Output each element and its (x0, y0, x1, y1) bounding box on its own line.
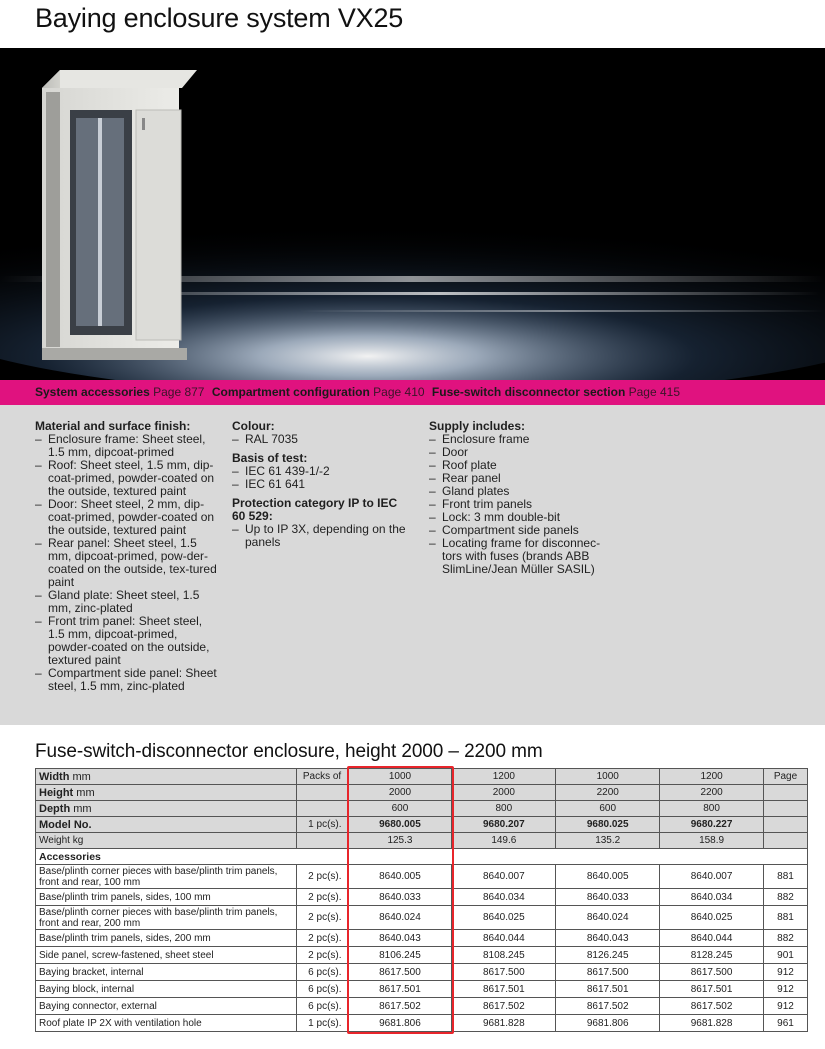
product-table (35, 768, 808, 1032)
accessory-row (36, 906, 808, 930)
accessory-model-number[interactable]: 8640.034 (660, 889, 764, 906)
material-item: – Enclosure frame: Sheet steel, 1.5 mm, dipcoat-primed (35, 433, 220, 459)
accessory-page[interactable]: 882 (764, 930, 808, 947)
accessory-name: Base/plinth corner pieces with base/plinth trim panels, front and rear, 200 mm (36, 906, 297, 930)
basis-item: – IEC 61 641 (232, 478, 412, 491)
ref-system-accessories-page: Page 877 (153, 385, 205, 399)
accessory-model-number[interactable]: 8617.500 (452, 964, 556, 981)
accessories-body (36, 865, 808, 1032)
weight-cell: 135.2 (556, 833, 660, 849)
accessory-model-number[interactable]: 8640.043 (556, 930, 660, 947)
colour-test-column (232, 420, 412, 549)
supply-heading: Supply includes: (429, 419, 526, 433)
accessory-page[interactable]: 882 (764, 889, 808, 906)
packs-header: Packs of (296, 769, 348, 785)
accessory-name: Base/plinth trim panels, sides, 200 mm (36, 930, 297, 947)
accessory-page[interactable]: 912 (764, 981, 808, 998)
accessory-page[interactable]: 881 (764, 906, 808, 930)
accessory-name: Side panel, screw-fastened, sheet steel (36, 947, 297, 964)
accessory-pack: 1 pc(s). (296, 1015, 348, 1032)
depth-cell: 800 (660, 801, 764, 817)
accessory-model-number[interactable]: 8640.007 (660, 865, 764, 889)
accessory-pack: 2 pc(s). (296, 906, 348, 930)
height-row (36, 785, 808, 801)
height-cell: 2200 (660, 785, 764, 801)
width-cell: 1000 (556, 769, 660, 785)
supply-item: – Roof plate (429, 459, 609, 472)
accessory-model-number[interactable]: 8640.033 (556, 889, 660, 906)
accessory-model-number[interactable]: 8640.033 (348, 889, 452, 906)
accessory-model-number[interactable]: 8617.501 (556, 981, 660, 998)
material-list (35, 433, 220, 693)
material-item: – Gland plate: Sheet steel, 1.5 mm, zinc-plated (35, 589, 220, 615)
accessory-name: Baying bracket, internal (36, 964, 297, 981)
accessory-model-number[interactable]: 8640.044 (660, 930, 764, 947)
width-label: Width mm (36, 769, 297, 785)
accessory-model-number[interactable]: 8617.500 (660, 964, 764, 981)
width-cell: 1200 (452, 769, 556, 785)
depth-cell: 800 (452, 801, 556, 817)
accessory-model-number[interactable]: 9681.828 (660, 1015, 764, 1032)
accessory-model-number[interactable]: 9681.806 (348, 1015, 452, 1032)
accessory-row (36, 981, 808, 998)
accessory-name: Base/plinth trim panels, sides, 100 mm (36, 889, 297, 906)
page-title: Baying enclosure system VX25 (35, 3, 404, 33)
protection-item: – Up to IP 3X, depending on the panels (232, 523, 412, 549)
accessory-row (36, 998, 808, 1015)
accessory-model-number[interactable]: 8126.245 (556, 947, 660, 964)
supply-item: – Front trim panels (429, 498, 609, 511)
supply-item: – Gland plates (429, 485, 609, 498)
accessory-pack: 2 pc(s). (296, 865, 348, 889)
accessories-heading: Accessories (36, 849, 297, 865)
weight-cell: 158.9 (660, 833, 764, 849)
accessory-model-number[interactable]: 8640.024 (348, 906, 452, 930)
accessory-page[interactable]: 881 (764, 865, 808, 889)
accessory-model-number[interactable]: 8617.502 (348, 998, 452, 1015)
supply-item: – Door (429, 446, 609, 459)
width-cell: 1200 (660, 769, 764, 785)
accessory-pack: 6 pc(s). (296, 964, 348, 981)
accessory-model-number[interactable]: 8108.245 (452, 947, 556, 964)
accessory-pack: 2 pc(s). (296, 889, 348, 906)
material-item: – Compartment side panel: Sheet steel, 1.5 mm, zinc-plated (35, 667, 220, 693)
accessory-row (36, 964, 808, 981)
supply-item: – Locating frame for disconnec-tors with fuses (brands ABB SlimLine/Jean Müller SASIL) (429, 537, 609, 576)
accessory-model-number[interactable]: 8617.501 (452, 981, 556, 998)
accessory-model-number[interactable]: 8640.024 (556, 906, 660, 930)
height-cell: 2200 (556, 785, 660, 801)
accessory-page[interactable]: 961 (764, 1015, 808, 1032)
height-cell: 2000 (348, 785, 452, 801)
accessory-model-number[interactable]: 8617.502 (452, 998, 556, 1015)
depth-cell: 600 (348, 801, 452, 817)
accessory-model-number[interactable]: 8617.502 (660, 998, 764, 1015)
accessory-model-number[interactable]: 8640.034 (452, 889, 556, 906)
accessory-row (36, 1015, 808, 1032)
accessory-model-number[interactable]: 8617.502 (556, 998, 660, 1015)
accessory-name: Roof plate IP 2X with ventilation hole (36, 1015, 297, 1032)
accessory-model-number[interactable]: 8640.043 (348, 930, 452, 947)
accessory-model-number[interactable]: 8617.501 (660, 981, 764, 998)
page-header: Page (764, 769, 808, 785)
accessory-model-number[interactable]: 8106.245 (348, 947, 452, 964)
ref-fuse-switch-label[interactable]: Fuse-switch disconnector section (431, 385, 626, 399)
specification-panel (0, 405, 825, 725)
accessory-model-number[interactable]: 8128.245 (660, 947, 764, 964)
accessory-model-number[interactable]: 8640.007 (452, 865, 556, 889)
colour-item: – RAL 7035 (232, 433, 412, 446)
basis-heading: Basis of test: (232, 451, 308, 465)
protection-heading: Protection category IP to IEC 60 529: (232, 496, 398, 523)
accessories-section-row (36, 849, 808, 865)
accessory-model-number[interactable]: 8640.044 (452, 930, 556, 947)
table-title: Fuse-switch-disconnector enclosure, height 2000 – 2200 mm (35, 741, 543, 762)
material-item: – Door: Sheet steel, 2 mm, dip-coat-primed, powder-coated on the outside, textured paint (35, 498, 220, 537)
ref-compartment-label[interactable]: Compartment configuration (211, 385, 370, 399)
depth-label: Depth mm (36, 801, 297, 817)
accessory-model-number[interactable]: 8617.500 (348, 964, 452, 981)
accessory-row (36, 930, 808, 947)
accessory-row (36, 947, 808, 964)
accessory-name: Baying connector, external (36, 998, 297, 1015)
accessory-pack: 6 pc(s). (296, 998, 348, 1015)
material-column (35, 420, 220, 693)
ref-fuse-switch-page: Page 415 (628, 385, 681, 399)
accessory-model-number[interactable]: 8617.501 (348, 981, 452, 998)
colour-heading: Colour: (232, 419, 275, 433)
accessory-model-number[interactable]: 8640.005 (556, 865, 660, 889)
model-number[interactable]: 9680.025 (556, 817, 660, 833)
ref-compartment-page: Page 410 (373, 385, 425, 399)
accessory-page[interactable]: 901 (764, 947, 808, 964)
supply-item: – Enclosure frame (429, 433, 609, 446)
height-label: Height mm (36, 785, 297, 801)
accessory-model-number[interactable]: 8640.025 (452, 906, 556, 930)
ref-system-accessories-label[interactable]: System accessories (35, 385, 150, 399)
accessory-pack: 2 pc(s). (296, 947, 348, 964)
accessory-pack: 2 pc(s). (296, 930, 348, 947)
model-row (36, 817, 808, 833)
depth-cell: 600 (556, 801, 660, 817)
model-pack: 1 pc(s). (296, 817, 348, 833)
reference-bar (0, 380, 825, 405)
accessory-model-number[interactable]: 8640.005 (348, 865, 452, 889)
height-cell: 2000 (452, 785, 556, 801)
width-cell: 1000 (348, 769, 452, 785)
accessory-page[interactable]: 912 (764, 998, 808, 1015)
supply-item: – Rear panel (429, 472, 609, 485)
model-number[interactable]: 9680.005 (348, 817, 452, 833)
accessory-model-number[interactable]: 9681.828 (452, 1015, 556, 1032)
accessory-model-number[interactable]: 8617.500 (556, 964, 660, 981)
weight-label: Weight kg (36, 833, 297, 849)
supply-column (429, 420, 609, 576)
product-image (0, 48, 825, 380)
accessory-page[interactable]: 912 (764, 964, 808, 981)
model-label: Model No. (36, 817, 297, 833)
accessory-row (36, 865, 808, 889)
material-item: – Rear panel: Sheet steel, 1.5 mm, dipcoat-primed, pow-der-coated on the outside, tex-tured paint (35, 537, 220, 589)
material-item: – Roof: Sheet steel, 1.5 mm, dip-coat-primed, powder-coated on the outside, textured paint (35, 459, 220, 498)
supply-item: – Lock: 3 mm double-bit (429, 511, 609, 524)
width-row (36, 769, 808, 785)
model-number[interactable]: 9680.227 (660, 817, 764, 833)
accessory-name: Baying block, internal (36, 981, 297, 998)
weight-cell: 125.3 (348, 833, 452, 849)
model-number[interactable]: 9680.207 (452, 817, 556, 833)
accessory-model-number[interactable]: 9681.806 (556, 1015, 660, 1032)
weight-row (36, 833, 808, 849)
material-item: – Front trim panel: Sheet steel, 1.5 mm, dipcoat-primed, powder-coated on the outside, textured paint (35, 615, 220, 667)
accessory-model-number[interactable]: 8640.025 (660, 906, 764, 930)
supply-item: – Compartment side panels (429, 524, 609, 537)
accessory-row (36, 889, 808, 906)
depth-row (36, 801, 808, 817)
basis-item: – IEC 61 439-1/-2 (232, 465, 412, 478)
accessory-name: Base/plinth corner pieces with base/plinth trim panels, front and rear, 100 mm (36, 865, 297, 889)
weight-cell: 149.6 (452, 833, 556, 849)
material-heading: Material and surface finish: (35, 419, 191, 433)
accessory-pack: 6 pc(s). (296, 981, 348, 998)
